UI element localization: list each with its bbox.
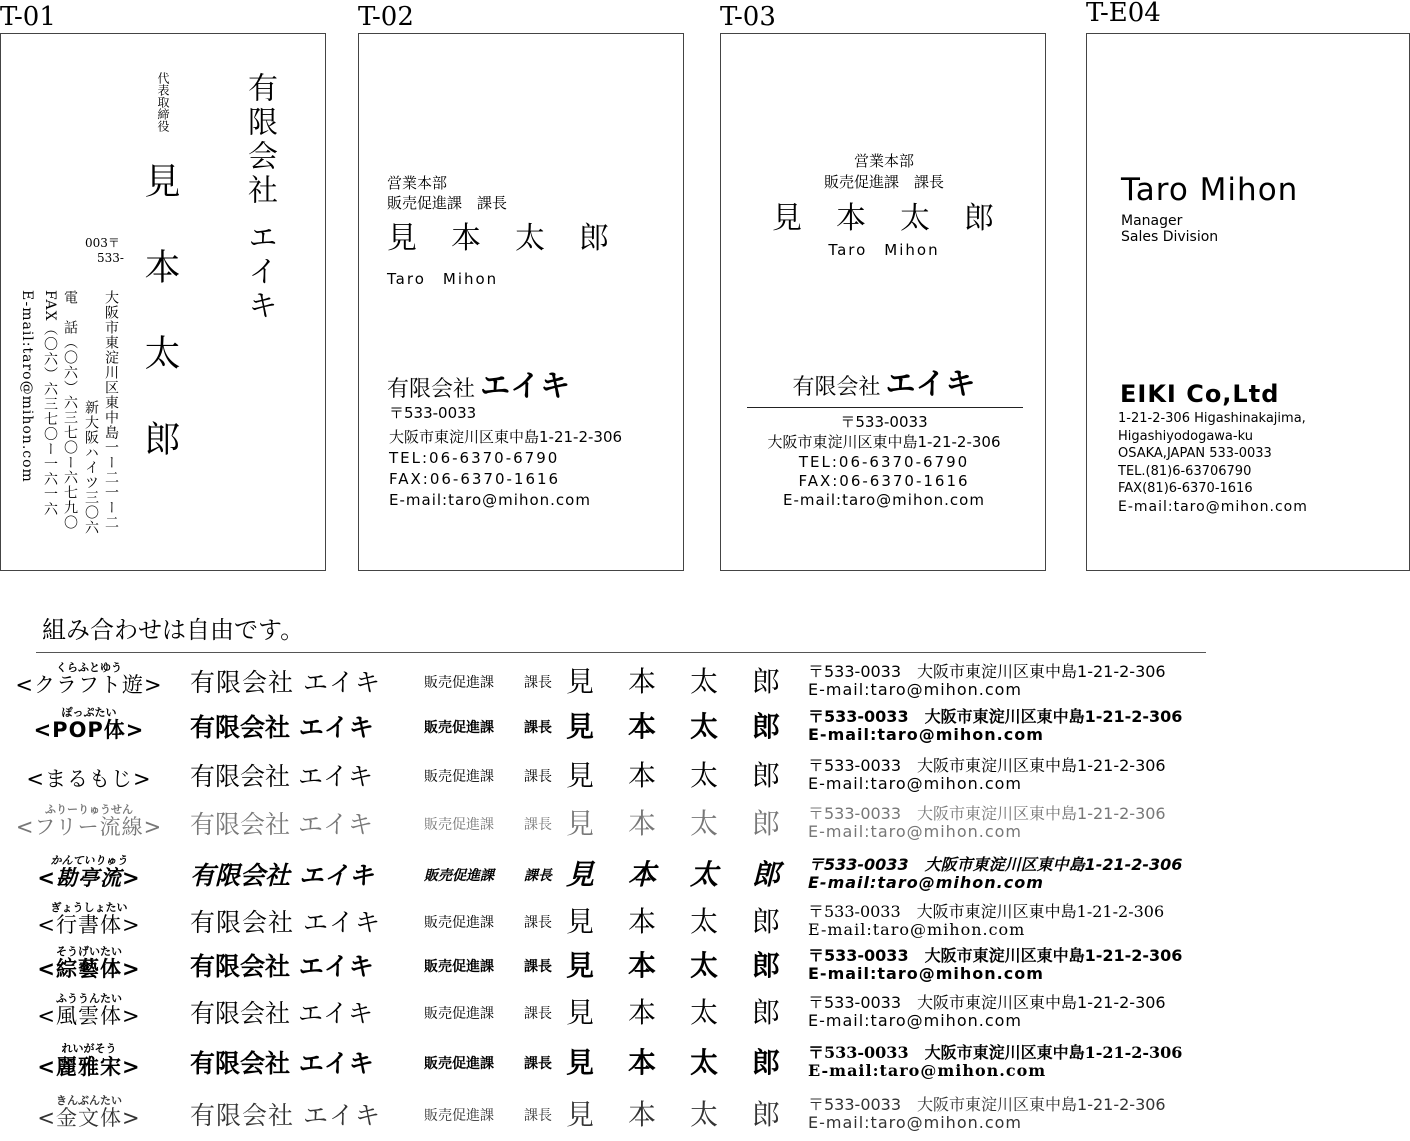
sample-name-char: 見 [566,710,595,743]
sample-name-char: 太 [690,905,719,938]
sample-name-char: 太 [690,665,719,698]
sample-name-char: 見 [566,858,595,891]
sample-name-char: 太 [690,1098,719,1131]
sample-email: E-mail:taro@mihon.com [808,964,1044,983]
font-name-label: <勘亭流> [37,866,141,890]
sample-title: 課長 [524,675,552,691]
card-divider [747,407,1023,408]
sample-name-char: 太 [690,710,719,743]
sample-email: E-mail:taro@mihon.com [808,920,1026,939]
card-romaji: Taro Mihon [828,241,940,259]
card-postal-a: 533- [97,251,124,265]
card-title2: Sales Division [1121,229,1219,245]
sample-company: 有限会社 エイキ [190,668,381,697]
card-email: E-mail:taro@mihon.com [783,491,985,509]
sample-title: 課長 [524,1006,552,1022]
sample-name-char: 見 [566,996,595,1029]
sample-name-char: 見 [566,949,595,982]
font-sample-row [0,804,1410,850]
font-furigana: ふりーりゅうせん [45,803,133,816]
font-furigana: きんぶんたい [56,1094,122,1107]
sample-company: 有限会社 エイキ [190,908,381,937]
sample-name-char: 本 [628,1046,657,1079]
sample-email: E-mail:taro@mihon.com [808,873,1044,892]
sample-name-char: 郎 [752,905,781,938]
sample-name-char: 郎 [752,949,781,982]
sample-name-char: 郎 [752,759,781,792]
sample-title: 課長 [524,817,552,833]
card-name: 見 本 太 郎 [772,201,996,236]
card-company: 有限会社 エイキ [387,369,571,404]
card-fax: FAX:06-6370-1616 [389,470,561,488]
card-title1: Manager [1121,213,1183,229]
card-title: 代表取締役 [156,72,170,132]
font-name-label: <風雲体> [37,1004,141,1028]
sample-name-char: 本 [628,759,657,792]
sample-name-char: 見 [566,1098,595,1131]
business-card-t03 [720,33,1046,571]
sample-address: 〒533-0033 大阪市東淀川区東中島1-21-2-306 [808,855,1183,874]
card-label-t01: T-01 [0,2,56,32]
sample-name-char: 本 [628,949,657,982]
font-sample-row [0,756,1410,802]
font-sample-row [0,662,1410,708]
font-furigana: ぽっぷたい [61,706,117,719]
sample-dept: 販売促進課 [424,769,494,785]
font-furigana: かんていりゅう [50,854,128,867]
font-furigana: ぎょうしょたい [50,901,128,914]
font-sample-row [0,707,1410,753]
card-dept1: 営業本部 [387,174,448,192]
font-sample-row [0,855,1410,901]
sample-name-char: 見 [566,759,595,792]
sample-company: 有限会社 エイキ [190,1049,374,1078]
sample-name-char: 太 [690,807,719,840]
font-name-label: <まるもじ> [26,767,152,791]
card-label-te04: T-E04 [1086,0,1161,28]
sample-title: 課長 [524,959,552,975]
card-company: 有限会社 エイキ [242,72,277,324]
card-company: 有限会社 エイキ [792,367,976,402]
card-name: Taro Mihon [1121,172,1299,208]
card-email: E-mail:taro@mihon.com [1118,499,1308,515]
card-romaji: Taro Mihon [387,270,499,288]
sample-address: 〒533-0033 大阪市東淀川区東中島1-21-2-306 [808,1095,1166,1114]
card-label-t02: T-02 [358,2,414,32]
font-furigana: れいがそう [61,1042,117,1055]
sample-email: E-mail:taro@mihon.com [808,680,1023,699]
sample-name-char: 太 [690,949,719,982]
card-email: E-mail:taro@mihon.com [19,290,35,483]
sample-email: E-mail:taro@mihon.com [808,774,1023,793]
sample-title: 課長 [524,769,552,785]
sample-name-char: 郎 [752,710,781,743]
sample-name-char: 見 [566,905,595,938]
sample-address: 〒533-0033 大阪市東淀川区東中島1-21-2-306 [808,946,1183,965]
sample-email: E-mail:taro@mihon.com [808,1011,1023,1030]
sample-name-char: 本 [628,858,657,891]
sample-company: 有限会社 エイキ [190,810,373,839]
sample-name-char: 郎 [752,996,781,1029]
business-card-t01 [0,33,326,571]
sample-dept: 販売促進課 [424,868,494,884]
font-name-label: <麗雅宋> [37,1054,141,1079]
sample-name-char: 郎 [752,1098,781,1131]
sample-name-char: 見 [566,665,595,698]
card-name: 見本太郎 [139,162,180,506]
sample-name-char: 本 [628,996,657,1029]
font-furigana: ふううんたい [56,992,122,1005]
sample-address: 〒533-0033 大阪市東淀川区東中島1-21-2-306 [808,1043,1183,1062]
font-furigana: そうげいたい [56,945,122,958]
business-card-te04 [1086,33,1410,571]
card-fax: FAX:06-6370-1616 [798,472,970,490]
card-postal-b: 003〒 [85,236,120,250]
sample-address: 〒533-0033 大阪市東淀川区東中島1-21-2-306 [808,707,1183,726]
font-sample-row [0,1095,1410,1141]
sample-email: E-mail:taro@mihon.com [808,1113,1023,1132]
sample-name-char: 太 [690,858,719,891]
sample-company: 有限会社 エイキ [190,762,373,791]
sample-name-char: 太 [690,759,719,792]
card-address: 大阪市東淀川区東中島一ー二一ー二 [103,290,119,530]
card-company: EIKI Co,Ltd [1120,380,1280,408]
sample-name-char: 本 [628,807,657,840]
sample-title: 課長 [524,720,552,736]
sample-dept: 販売促進課 [424,1006,494,1022]
sample-address: 〒533-0033 大阪市東淀川区東中島1-21-2-306 [808,902,1165,921]
card-tel: TEL:06-6370-6790 [389,449,560,467]
sample-dept: 販売促進課 [424,675,494,691]
sample-name-char: 見 [566,1046,595,1079]
sample-address: 〒533-0033 大阪市東淀川区東中島1-21-2-306 [808,804,1166,823]
card-dept2: 販売促進課 課長 [387,194,508,212]
font-name-label: <金文体> [37,1106,141,1130]
sample-company: 有限会社 エイキ [190,999,373,1028]
sample-name-char: 郎 [752,1046,781,1079]
font-sample-row [0,993,1410,1039]
sample-title: 課長 [524,915,552,931]
sample-address: 〒533-0033 大阪市東淀川区東中島1-21-2-306 [808,756,1166,775]
sample-name-char: 本 [628,905,657,938]
card-building: 新大阪ハイツ三〇六 [83,400,99,535]
font-sample-row [0,946,1410,992]
card-addr3: OSAKA,JAPAN 533-0033 [1118,446,1272,461]
card-addr2: Higashiyodogawa-ku [1118,429,1253,444]
sample-company: 有限会社 エイキ [190,713,374,742]
font-sample-row [0,902,1410,948]
sample-dept: 販売促進課 [424,1056,494,1072]
sample-name-char: 見 [566,807,595,840]
card-label-t03: T-03 [720,2,776,32]
card-address: 大阪市東淀川区東中島1-21-2-306 [767,433,1001,451]
font-name-label: <フリー流線> [15,815,163,839]
font-name-label: <POP体> [33,718,145,742]
sample-address: 〒533-0033 大阪市東淀川区東中島1-21-2-306 [808,993,1166,1012]
card-email: E-mail:taro@mihon.com [389,491,591,509]
card-dept1: 営業本部 [853,152,914,170]
sample-email: E-mail:taro@mihon.com [808,1061,1047,1080]
sample-name-char: 郎 [752,665,781,698]
section-divider [36,652,1206,653]
business-card-t02 [358,33,684,571]
sample-name-char: 本 [628,710,657,743]
card-postal: 〒533-0033 [840,413,928,431]
sample-address: 〒533-0033 大阪市東淀川区東中島1-21-2-306 [808,662,1166,681]
card-fax: FAX(81)6-6370-1616 [1118,481,1253,496]
card-dept2: 販売促進課 課長 [823,173,944,191]
card-tel: TEL:06-6370-6790 [798,453,970,471]
sample-name-char: 太 [690,996,719,1029]
sample-title: 課長 [524,868,552,884]
font-name-label: <綜藝体> [37,957,141,981]
card-address: 大阪市東淀川区東中島1-21-2-306 [389,428,623,446]
sample-company: 有限会社 エイキ [190,861,374,890]
font-name-label: <クラフト遊> [15,673,163,697]
sample-email: E-mail:taro@mihon.com [808,822,1023,841]
sample-company: 有限会社 エイキ [190,952,374,981]
font-sample-row [0,1043,1410,1089]
card-tel: TEL.(81)6-63706790 [1118,464,1252,479]
sample-title: 課長 [524,1056,552,1072]
sample-dept: 販売促進課 [424,720,494,736]
font-section-heading: 組み合わせは自由です。 [42,616,305,644]
sample-name-char: 郎 [752,858,781,891]
sample-company: 有限会社 エイキ [190,1101,381,1130]
sample-title: 課長 [524,1108,552,1124]
sample-name-char: 太 [690,1046,719,1079]
sample-name-char: 本 [628,1098,657,1131]
card-fax: FAX（〇六）六三七〇ー一六一六 [42,290,58,517]
font-name-label: <行書体> [37,913,141,937]
sample-name-char: 郎 [752,807,781,840]
sample-dept: 販売促進課 [424,959,494,975]
font-furigana: くらふとゆう [56,661,122,674]
card-name: 見 本 太 郎 [387,221,611,256]
sample-email: E-mail:taro@mihon.com [808,725,1044,744]
sample-dept: 販売促進課 [424,915,494,931]
card-tel: 電 話（〇六）六三七〇ー六七九〇 [62,290,78,530]
sample-name-char: 本 [628,665,657,698]
card-addr1: 1-21-2-306 Higashinakajima, [1118,411,1306,426]
sample-dept: 販売促進課 [424,817,494,833]
sample-dept: 販売促進課 [424,1108,494,1124]
card-postal: 〒533-0033 [389,404,477,422]
